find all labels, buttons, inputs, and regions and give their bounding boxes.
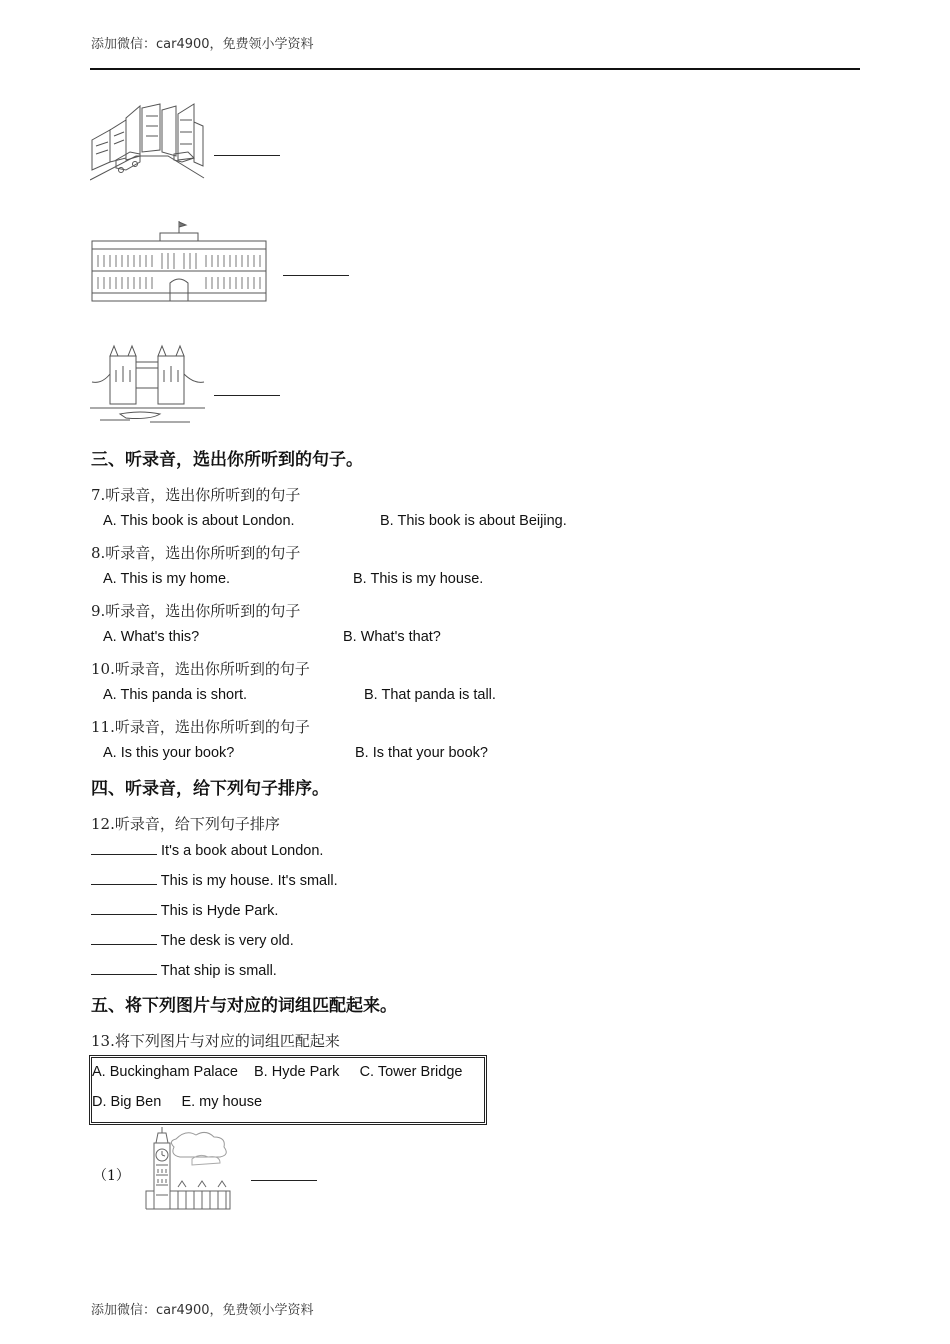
answer-blank[interactable] bbox=[214, 155, 280, 156]
question-8-stem: 8.听录音，选出你所听到的句子 bbox=[91, 544, 301, 562]
question-8-option-a[interactable]: A. This is my home. bbox=[103, 571, 231, 587]
options-line-1: A. Buckingham Palace B. Hyde Park C. Tower Bridge bbox=[92, 1064, 463, 1080]
question-7-option-a[interactable]: A. This book is about London. bbox=[103, 513, 295, 529]
section-4-title: 四、听录音，给下列句子排序。 bbox=[91, 779, 329, 799]
palace-icon bbox=[90, 219, 268, 303]
answer-blank[interactable] bbox=[283, 275, 349, 276]
question-11-option-a[interactable]: A. Is this your book? bbox=[103, 745, 235, 761]
question-13-stem: 13.将下列图片与对应的词组匹配起来 bbox=[91, 1032, 340, 1050]
section-5-title: 五、将下列图片与对应的词组匹配起来。 bbox=[91, 996, 397, 1016]
question-9-option-b[interactable]: B. What's that? bbox=[343, 629, 441, 645]
options-line-2: D. Big Ben E. my house bbox=[92, 1094, 263, 1110]
ordering-item: The desk is very old. bbox=[91, 933, 294, 949]
ordering-item: This is Hyde Park. bbox=[91, 903, 278, 919]
footer-note: 添加微信：car4900，免费领小学资料 bbox=[91, 1303, 314, 1318]
ordering-item: This is my house. It's small. bbox=[91, 873, 338, 889]
question-11-option-b[interactable]: B. Is that your book? bbox=[355, 745, 488, 761]
answer-blank[interactable] bbox=[91, 853, 157, 855]
answer-blank[interactable] bbox=[91, 913, 157, 915]
question-9-stem: 9.听录音，选出你所听到的句子 bbox=[91, 602, 301, 620]
question-8-option-b[interactable]: B. This is my house. bbox=[353, 571, 484, 587]
tower-bridge-icon bbox=[90, 342, 205, 424]
answer-blank[interactable] bbox=[91, 943, 157, 945]
answer-blank[interactable] bbox=[91, 973, 157, 975]
question-10-option-b[interactable]: B. That panda is tall. bbox=[364, 687, 496, 703]
big-ben-icon bbox=[134, 1125, 232, 1211]
question-7-stem: 7.听录音，选出你所听到的句子 bbox=[91, 486, 301, 504]
answer-blank[interactable] bbox=[91, 883, 157, 885]
answer-blank[interactable] bbox=[251, 1180, 317, 1181]
question-9-option-a[interactable]: A. What's this? bbox=[103, 629, 200, 645]
question-10-stem: 10.听录音，选出你所听到的句子 bbox=[91, 660, 310, 678]
question-12-stem: 12.听录音，给下列句子排序 bbox=[91, 815, 280, 833]
header-note: 添加微信：car4900，免费领小学资料 bbox=[91, 37, 314, 52]
header-divider bbox=[90, 68, 860, 70]
ordering-item: That ship is small. bbox=[91, 963, 277, 979]
section-3-title: 三、听录音，选出你所听到的句子。 bbox=[91, 450, 363, 470]
match-item-1-label: （1） bbox=[93, 1168, 130, 1184]
ordering-item: It's a book about London. bbox=[91, 843, 323, 859]
question-10-option-a[interactable]: A. This panda is short. bbox=[103, 687, 248, 703]
question-11-stem: 11.听录音，选出你所听到的句子 bbox=[91, 718, 310, 736]
city-street-icon bbox=[90, 100, 205, 182]
answer-blank[interactable] bbox=[214, 395, 280, 396]
question-7-option-b[interactable]: B. This book is about Beijing. bbox=[380, 513, 567, 529]
